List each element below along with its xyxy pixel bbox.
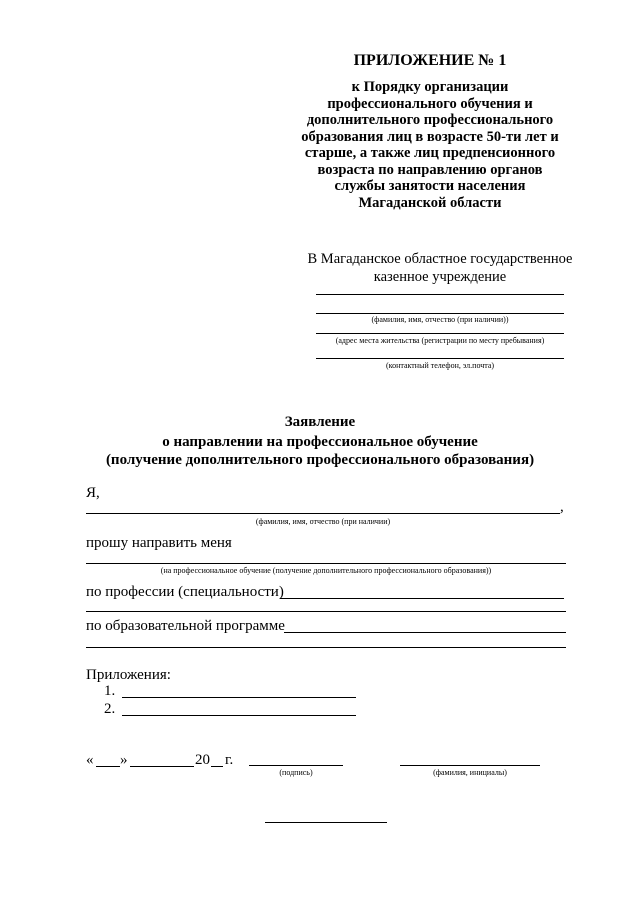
addressee-address-hint: (адрес места жительства (регистрации по месту пребывания): [335, 336, 545, 345]
program-label: по образовательной программе: [86, 618, 285, 634]
date-quote-close: »: [120, 752, 128, 768]
attachment-1-number: 1.: [104, 683, 116, 699]
attachment-2-number: 2.: [104, 701, 116, 717]
attachment-2-line: [122, 715, 356, 716]
name-initials-hint: (фамилия, инициалы): [433, 768, 507, 777]
applicant-name-hint: (фамилия, имя, отчество (при наличии): [255, 517, 391, 526]
attachment-1-line: [122, 697, 356, 698]
profession-line: [280, 598, 564, 599]
training-line: [86, 563, 566, 564]
date-year-line: [211, 766, 223, 767]
addressee-contacts-line: [316, 358, 564, 359]
bottom-line: [265, 822, 387, 823]
date-year-suffix: г.: [225, 752, 234, 768]
date-year-prefix: 20: [195, 752, 210, 768]
signature-hint: (подпись): [279, 768, 313, 777]
addressee-fio-hint: (фамилия, имя, отчество (при наличии)): [371, 315, 509, 324]
i-label: Я,: [86, 485, 100, 501]
statement-title: Заявление: [284, 414, 356, 430]
appendix-title: ПРИЛОЖЕНИЕ № 1: [353, 52, 507, 69]
date-day-line: [96, 766, 120, 767]
signature-line: [249, 765, 343, 766]
profession-label: по профессии (специальности): [86, 584, 284, 600]
appendix-text: к Порядку организации профессионального обучения и дополнительного профессионального образования лиц в возрасте 50-ти лет и старше, а также лиц предпенсионного возраста по направлению органов службы занятости населения Магаданской области: [301, 79, 559, 211]
name-initials-line: [400, 765, 540, 766]
addressee-contacts-hint: (контактный телефон, эл.почта): [385, 361, 495, 370]
addressee-line-1: [316, 294, 564, 295]
statement-subtitle-2: (получение дополнительного профессионального образования): [105, 452, 535, 468]
comma: ,: [560, 499, 564, 515]
addressee-fio-line: [316, 313, 564, 314]
date-month-line: [130, 766, 194, 767]
request-label: прошу направить меня: [86, 535, 232, 551]
addressee-address-line: [316, 333, 564, 334]
applicant-name-line: [86, 513, 560, 514]
attachments-label: Приложения:: [86, 667, 171, 683]
profession-line-2: [86, 611, 566, 612]
addressee-text: В Магаданское областное государственное казенное учреждение: [307, 251, 573, 285]
date-quote-open: «: [86, 752, 94, 768]
statement-subtitle-1: о направлении на профессиональное обучение: [162, 434, 478, 450]
program-line: [284, 632, 566, 633]
program-line-2: [86, 647, 566, 648]
training-hint: (на профессиональное обучение (получение дополнительного профессионального образования)): [160, 566, 492, 575]
